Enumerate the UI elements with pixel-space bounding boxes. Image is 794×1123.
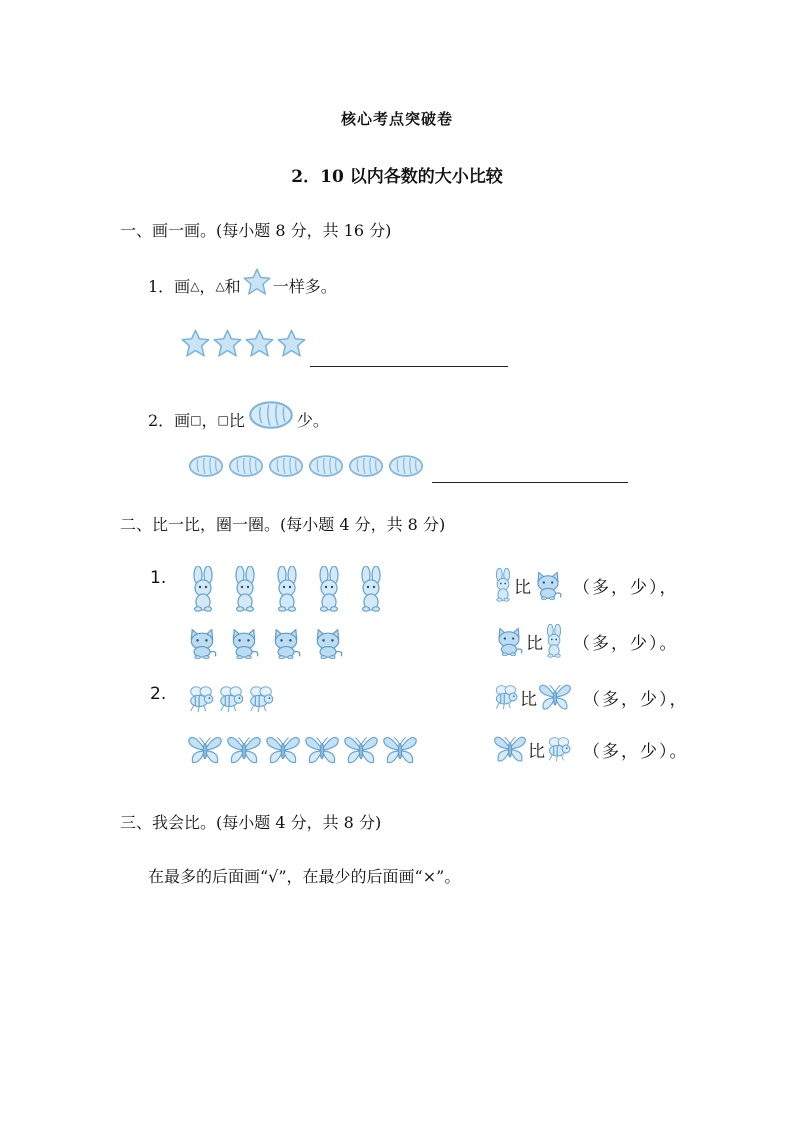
problem2-number: 2. [150, 684, 167, 704]
q1-comma: ， [199, 277, 216, 296]
section2-heading: 二、比一比，圈一圈。(每小题 4 分，共 8 分) [120, 515, 446, 534]
bread-icon [247, 400, 295, 430]
q2-bread-row [188, 454, 424, 478]
q2-prefix: 2．画 [148, 411, 191, 430]
butterfly-icon [186, 732, 224, 768]
compare-rabbit-cat [492, 568, 679, 602]
q1-answer-line[interactable] [310, 366, 508, 367]
cat-icon [492, 626, 526, 656]
document-title: 核心考点突破卷 [340, 110, 453, 128]
q2-answer-line[interactable] [432, 482, 628, 483]
q2-suffix: 少。 [296, 411, 329, 430]
document-subtitle: 2．10 以内各数的大小比较 [291, 167, 503, 187]
cat-icon [531, 570, 565, 600]
rabbit-row [188, 566, 386, 612]
star-icon [242, 267, 272, 297]
rabbit-icon [188, 566, 218, 612]
rabbit-icon [356, 566, 386, 612]
q1-star-row [180, 328, 307, 359]
q1-suffix: 一样多。 [272, 277, 337, 296]
compare-butterfly-bee [492, 732, 689, 766]
bee-icon [492, 683, 520, 711]
section3-instruction: 在最多的后面画“√”，在最少的后面画“×”。 [148, 867, 461, 886]
rabbit-icon [314, 566, 344, 612]
bee-icon [216, 684, 246, 714]
rabbit-icon [272, 566, 302, 612]
bee-icon [246, 684, 276, 714]
bread-icon [268, 454, 304, 478]
butterfly-icon [264, 732, 302, 768]
cat-icon [184, 627, 220, 659]
section1-q1-prompt [148, 274, 337, 297]
compare-cat-rabbit [492, 624, 679, 658]
rabbit-icon [492, 568, 514, 602]
star-icon [276, 328, 307, 359]
rabbit-icon [230, 566, 260, 612]
triangle-icon: △ [190, 278, 200, 293]
butterfly-icon [381, 732, 419, 768]
compare-bee-butterfly [492, 680, 689, 714]
choice-more-less[interactable]: （多，少）。 [573, 633, 679, 654]
butterfly-icon [342, 732, 380, 768]
q2-than: 比 [228, 411, 245, 430]
cat-row [184, 627, 346, 659]
star-icon [244, 328, 275, 359]
problem1-number: 1. [150, 568, 167, 588]
bread-icon [388, 454, 424, 478]
cat-icon [226, 627, 262, 659]
star-icon [212, 328, 243, 359]
square-icon: □ [190, 412, 202, 427]
q1-and: 和 [224, 277, 241, 296]
compare-bi: 比 [514, 577, 531, 598]
cat-icon [310, 627, 346, 659]
compare-bi: 比 [526, 633, 543, 654]
triangle-icon: △ [215, 278, 225, 293]
section1-q2-prompt [148, 408, 329, 431]
choice-more-less[interactable]: （多，少）。 [583, 741, 689, 762]
butterfly-icon [537, 680, 573, 714]
butterfly-icon [303, 732, 341, 768]
bread-icon [188, 454, 224, 478]
section1-heading: 一、画一画。(每小题 8 分，共 16 分) [120, 221, 392, 240]
bread-icon [308, 454, 344, 478]
butterfly-icon [492, 732, 528, 766]
choice-more-less[interactable]: （多，少）， [573, 577, 679, 598]
bread-icon [228, 454, 264, 478]
choice-more-less[interactable]: （多，少）， [583, 689, 689, 710]
section3-heading: 三、我会比。(每小题 4 分，共 8 分) [120, 813, 382, 832]
star-icon [180, 328, 211, 359]
compare-bi: 比 [528, 741, 545, 762]
bread-icon [348, 454, 384, 478]
compare-bi: 比 [520, 689, 537, 710]
square-icon: □ [217, 412, 229, 427]
bee-row [186, 684, 276, 714]
q2-comma: ， [201, 411, 218, 430]
bee-icon [545, 735, 573, 763]
butterfly-icon [225, 732, 263, 768]
cat-icon [268, 627, 304, 659]
rabbit-icon [543, 624, 565, 658]
butterfly-row [186, 732, 419, 768]
bee-icon [186, 684, 216, 714]
q1-prefix: 1．画 [148, 277, 191, 296]
